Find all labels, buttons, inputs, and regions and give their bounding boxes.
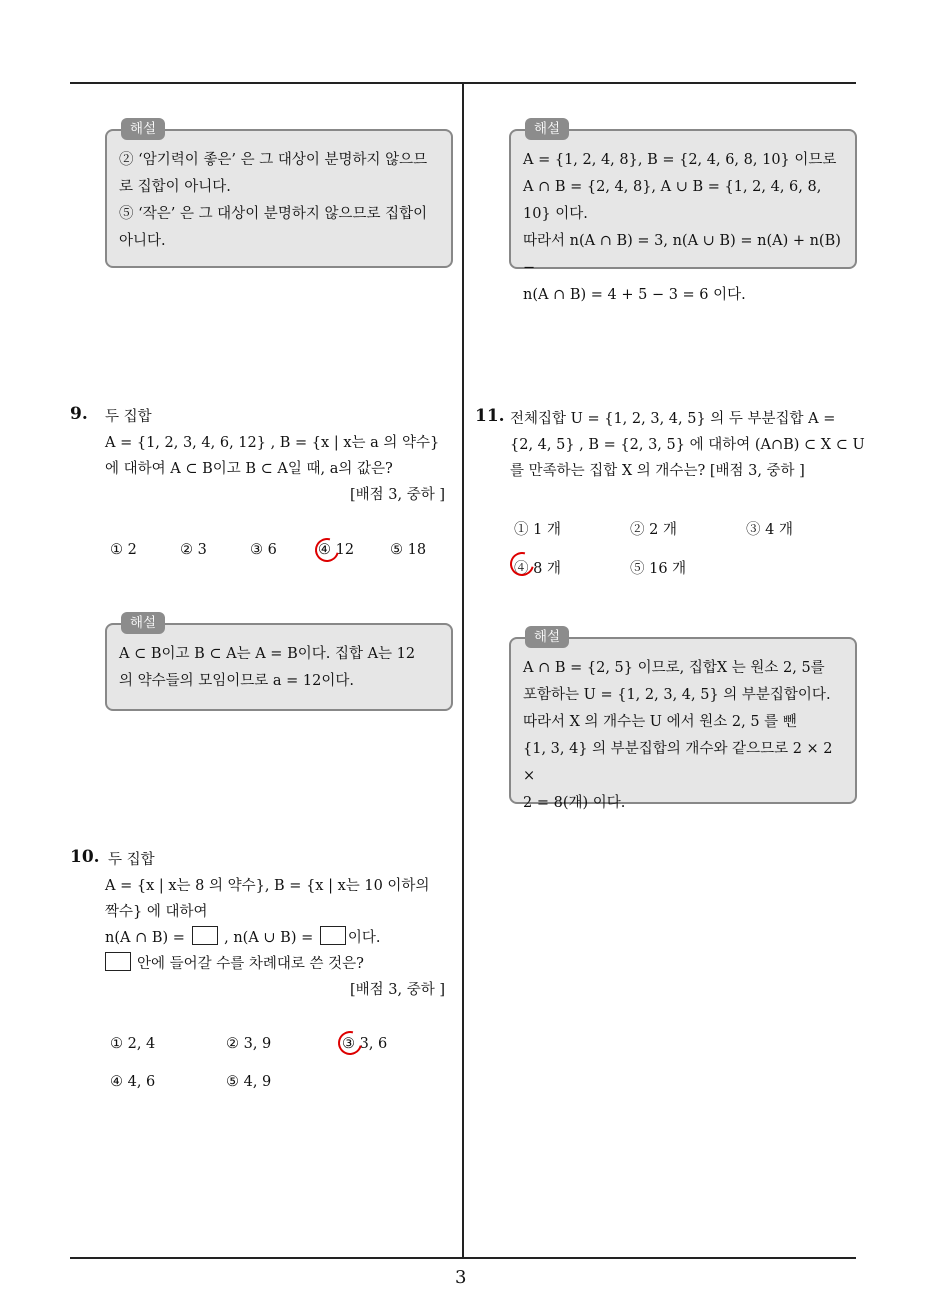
bottom-rule — [70, 1257, 856, 1259]
answer-blank — [105, 952, 131, 971]
solution-line: 로 집합이 아니다. — [119, 179, 231, 195]
blank-line-c: 이다. — [347, 930, 381, 946]
question-number-11: 11. — [475, 406, 505, 426]
blank-line-b: , n(A ∪ B) = — [224, 930, 314, 946]
choice-10-3[interactable]: ③ 3, 6 — [342, 1036, 388, 1052]
solution-line: n(A ∩ B) = 4 + 5 − 3 = 6 이다. — [523, 287, 746, 303]
column-divider — [462, 82, 464, 1258]
choice-9-1[interactable]: ① 2 — [110, 542, 137, 558]
answer-blank — [192, 926, 218, 945]
solution-line: 따라서 X 의 개수는 U 에서 원소 2, 5 를 뺀 — [523, 714, 797, 730]
question-9-score: [배점 3, 중하 ] — [350, 487, 446, 503]
choice-10-5[interactable]: ⑤ 4, 9 — [226, 1074, 272, 1090]
solution-box-10 — [509, 121, 857, 303]
solution-line: ② ‘암기력이 좋은’ 은 그 대상이 분명하지 않으므 — [119, 152, 428, 168]
solution-line: A ⊂ B이고 B ⊂ A는 A = B이다. 집합 A는 12 — [119, 646, 416, 662]
solution-line: ⑤ ‘작은’ 은 그 대상이 분명하지 않으므로 집합이 — [119, 206, 428, 222]
question-number-10: 10. — [70, 847, 100, 867]
question-9-line: A = {1, 2, 3, 4, 6, 12} , B = {x | x는 a 의 약수} — [105, 435, 440, 451]
question-10-line: A = {x | x는 8 의 약수}, B = {x | x는 10 이하의 — [105, 878, 430, 894]
question-10-instruction-line — [105, 952, 364, 973]
solution-line: A ∩ B = {2, 4, 8}, A ∪ B = {1, 2, 4, 6, 8, 10} 이다. — [523, 179, 822, 222]
question-11-line: 전체집합 U = {1, 2, 3, 4, 5} 의 두 부분집합 A = — [510, 411, 836, 427]
answer-circle-mark — [311, 534, 344, 567]
question-10-score: [배점 3, 중하 ] — [350, 982, 446, 998]
solution-line: 2 = 8(개) 이다. — [523, 795, 626, 811]
solution-box-11 — [509, 629, 857, 811]
choice-9-3[interactable]: ③ 6 — [250, 542, 277, 558]
solution-line: A = {1, 2, 4, 8}, B = {2, 4, 6, 8, 10} 이므로 — [523, 152, 837, 168]
answer-blank — [320, 926, 346, 945]
solution-tag: 해설 — [525, 626, 569, 648]
question-11-line: 를 만족하는 집합 X 의 개수는? [배점 3, 중하 ] — [510, 463, 805, 479]
choice-11-5[interactable]: ⑤ 16 개 — [630, 561, 687, 577]
choice-10-4[interactable]: ④ 4, 6 — [110, 1074, 156, 1090]
solution-tag: 해설 — [525, 118, 569, 140]
solution-box-8 — [105, 121, 453, 268]
choice-9-4[interactable]: ④ 12 — [318, 542, 355, 558]
solution-tag: 해설 — [121, 612, 165, 634]
solution-line: 아니다. — [119, 233, 166, 249]
choice-10-1[interactable]: ① 2, 4 — [110, 1036, 156, 1052]
answer-circle-mark — [334, 1027, 367, 1060]
solution-line: {1, 3, 4} 의 부분집합의 개수와 같으므로 2 × 2 × — [523, 741, 833, 784]
choice-9-2[interactable]: ② 3 — [180, 542, 207, 558]
question-10-instruction: 안에 들어갈 수를 차례대로 쓴 것은? — [137, 956, 364, 972]
choice-11-1[interactable]: ① 1 개 — [514, 522, 561, 538]
question-10-line: 짝수} 에 대하여 — [105, 904, 208, 920]
blank-line-a: n(A ∩ B) = — [105, 930, 185, 946]
choice-10-2[interactable]: ② 3, 9 — [226, 1036, 272, 1052]
choice-9-5[interactable]: ⑤ 18 — [390, 542, 427, 558]
page-number: 3 — [455, 1267, 467, 1288]
question-11-line: {2, 4, 5} , B = {2, 3, 5} 에 대하여 (A∩B) ⊂ X ⊂ U — [510, 437, 865, 453]
question-10-line: 두 집합 — [108, 852, 155, 868]
solution-line: 의 약수들의 모임이므로 a = 12이다. — [119, 673, 354, 689]
solution-line: 따라서 n(A ∩ B) = 3, n(A ∪ B) = n(A) + n(B) − — [523, 233, 841, 276]
solution-line: 포함하는 U = {1, 2, 3, 4, 5} 의 부분집합이다. — [523, 687, 831, 703]
solution-tag: 해설 — [121, 118, 165, 140]
choice-11-2[interactable]: ② 2 개 — [630, 522, 677, 538]
question-10-blank-line — [105, 926, 380, 947]
solution-box-9 — [105, 615, 453, 711]
question-9-line: 두 집합 — [105, 409, 152, 425]
question-9-line: 에 대하여 A ⊂ B이고 B ⊂ A일 때, a의 값은? — [105, 461, 393, 477]
choice-11-3[interactable]: ③ 4 개 — [746, 522, 793, 538]
question-number-9: 9. — [70, 404, 88, 424]
choice-11-4[interactable]: ④ 8 개 — [514, 561, 561, 577]
solution-line: A ∩ B = {2, 5} 이므로, 집합X 는 원소 2, 5를 — [523, 660, 825, 676]
